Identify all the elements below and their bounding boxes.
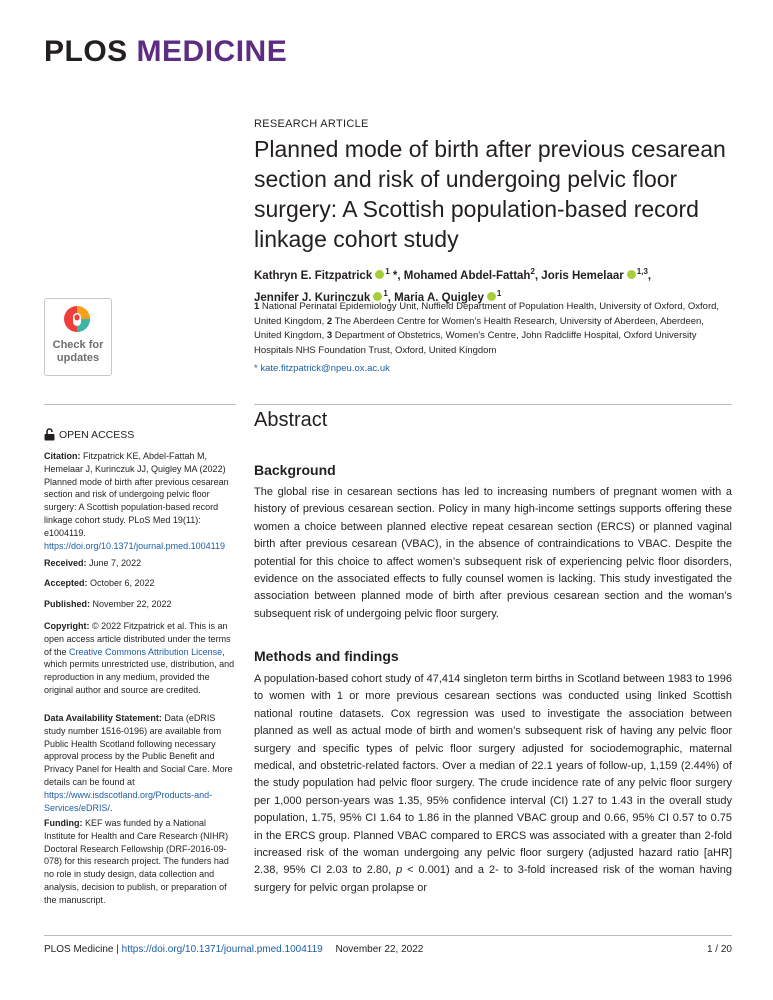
footer-citation xyxy=(44,944,423,955)
accepted-label: Accepted: xyxy=(44,578,88,588)
methods-paragraph xyxy=(254,671,732,897)
methods-text: A population-based cohort study of 47,414 singleton term births in Scotland between 1983 to 1996 to women with 1 or more previous cesarean sections was conducted using linked Scottish national routine datasets. Cox regression was used to investigate the association between planned as well as actual mode of birth and women’s subsequent risk of having any pelvic floor surgery and specific types of pelvic floor surgery adjusted for sociodemographic, maternal medical, and obstetric-related factors. Over a median of 22.1 years of follow-up, 1,159 (2.44%) of the study population had pelvic floor surgery. The crude incidence rate of any pelvic floor surgery per 1,000 person-years was 1.35, 95% confidence interval (CI) 1.27 to 1.43 in the overall study population, 1.75, 95% CI 1.64 to 1.86 in the planned VBAC group and 0.66, 95% CI 0.57 to 0.75 in the ERCS group. Planned VBAC compared to ERCS was associated with a greater than 2-fold increased risk of the woman undergoing any pelvic floor surgery (adjusted hazard ratio [aHR] 2.38, 95% CI 2.03 to 2.80, xyxy=(254,673,732,877)
footer-separator: | xyxy=(113,944,122,955)
affil-number: 1 xyxy=(254,301,260,312)
page-number: 1 / 20 xyxy=(706,944,732,955)
journal-logo xyxy=(44,34,287,70)
data-availability-end: . xyxy=(110,802,113,813)
methods-heading: Methods and findings xyxy=(254,648,399,664)
funding-label: Funding: xyxy=(44,818,83,828)
email-link[interactable]: kate.fitzpatrick@npeu.ox.ac.uk xyxy=(260,363,390,374)
published-label: Published: xyxy=(44,599,91,609)
author-name[interactable]: , Mohamed Abdel-Fattah xyxy=(397,269,531,282)
author-affil-sup: 1,3 xyxy=(636,267,648,276)
citation-block xyxy=(44,450,236,552)
logo-plos: PLOS xyxy=(44,35,128,68)
published-value: November 22, 2022 xyxy=(90,599,172,609)
citation-doi-link[interactable]: https://doi.org/10.1371/journal.pmed.1004119 xyxy=(44,540,225,551)
affil-number: 2 xyxy=(326,315,333,327)
data-availability-label: Data Availability Statement: xyxy=(44,713,162,723)
author-name[interactable]: , Maria A. Quigley xyxy=(387,291,484,304)
author-separator: , xyxy=(647,269,652,282)
received-label: Received: xyxy=(44,558,87,568)
received-date xyxy=(44,557,236,570)
methods-text-end: < 0.001) and a 2- to 3-fold increased risk of the woman having surgery for pelvic organ prolapse or xyxy=(254,864,732,894)
footer-journal: PLOS Medicine xyxy=(44,944,114,955)
footer-doi-link[interactable]: https://doi.org/10.1371/journal.pmed.1004119 xyxy=(121,944,323,955)
received-value: June 7, 2022 xyxy=(86,558,142,568)
affil-text: National Perinatal Epidemiology Unit, Nuffield Department of Population Health, University of Oxford, Oxford, United Kingdom, xyxy=(254,301,720,327)
corresponding-email xyxy=(254,363,390,374)
footer-date: November 22, 2022 xyxy=(335,944,424,955)
accepted-value: October 6, 2022 xyxy=(87,578,155,588)
background-paragraph: The global rise in cesarean sections has led to increasing numbers of pregnant women with a history of previous cesarean section. Policy in many high-income settings supports offering these women a choice between planned elective repeat cesarean section (ERCS) or planned vaginal birth after previous cesarean (VBAC), in the absence of contraindications to VBAC. Despite the potential for this choice to affect women’s subsequent risk of experiencing pelvic floor disorders, evidence on the associated effects to fully counsel women is lacking. This study investigated the association between planned mode of birth after previous cesarean section and the woman’s subsequent risk of undergoing pelvic floor surgery. xyxy=(254,486,732,620)
author-name[interactable]: , Joris Hemelaar xyxy=(534,269,624,282)
sidebar-divider xyxy=(44,404,236,405)
email-star: * xyxy=(254,363,258,374)
funding-text: KEF was funded by a National Institute for Health and Care Research (NIHR) Doctoral Research Fellowship (DRF-2016-09-078) for this research project. The funders had no role in study design, data collection and analysis, decision to publish, or preparation of the manuscript. xyxy=(44,818,229,905)
page-footer xyxy=(44,944,732,955)
accepted-date xyxy=(44,577,236,590)
open-access-label xyxy=(44,428,134,441)
data-availability-block xyxy=(44,712,236,814)
orcid-icon[interactable] xyxy=(627,270,636,279)
author-affil-sup: 1 xyxy=(383,288,388,298)
affil-number: 3 xyxy=(326,330,333,341)
article-type: RESEARCH ARTICLE xyxy=(254,118,369,130)
data-availability-text: Data (eDRIS study number 1516-0196) are available from Public Health Scotland following necessary approval process by the Public Benefit and Privacy Panel for Health and Social Care. More details can be found at xyxy=(44,713,233,787)
published-date xyxy=(44,598,236,611)
author-name[interactable]: Kathryn E. Fitzpatrick xyxy=(254,269,373,282)
affil-text: Department of Obstetrics, Women’s Centre, John Radcliffe Hospital, Oxford University Hospitals NHS Foundation Trust, Oxford, United Kingdom xyxy=(254,330,697,356)
citation-text: Fitzpatrick KE, Abdel-Fattah M, Hemelaar J, Kurinczuk JJ, Quigley MA (2022) Planned mode of birth after previous cesarean section and risk of undergoing pelvic floor surgery: A Scottish population-based record linkage cohort study. PLoS Med 19(11): e1004119. xyxy=(44,451,229,538)
check-for-updates-badge[interactable] xyxy=(44,298,112,376)
footer-divider xyxy=(44,935,732,936)
license-link[interactable]: Creative Commons Attribution License xyxy=(69,646,223,657)
corresponding-star: * xyxy=(389,269,398,282)
p-value-symbol: p xyxy=(396,864,403,877)
author-affil-sup: 2 xyxy=(530,267,535,276)
orcid-icon[interactable] xyxy=(375,270,384,279)
affil-text: The Aberdeen Centre for Women’s Health Research, University of Aberdeen, Aberdeen, United Kingdom, xyxy=(254,315,704,341)
check-updates-line1: Check for xyxy=(52,339,104,351)
check-updates-line2: updates xyxy=(56,352,100,364)
open-access-text: OPEN ACCESS xyxy=(59,428,135,441)
copyright-label: Copyright: xyxy=(44,621,90,631)
background-heading: Background xyxy=(254,462,336,478)
abstract-heading: Abstract xyxy=(254,409,328,431)
copyright-block xyxy=(44,620,236,697)
funding-block xyxy=(44,817,236,907)
citation-label: Citation: xyxy=(44,451,81,461)
copyright-text-end: , which permits unrestricted use, distribution, and reproduction in any medium, provided the original author and source are credited. xyxy=(44,646,235,695)
affiliations xyxy=(254,300,732,358)
article-title: Planned mode of birth after previous cesarean section and risk of undergoing pelvic floor surgery: A Scottish population-based record linkage cohort study xyxy=(254,136,726,252)
edris-link[interactable]: https://www.isdscotland.org/Products-and-Services/eDRIS/ xyxy=(44,789,213,813)
open-lock-icon xyxy=(44,428,55,441)
author-affil-sup: 1 xyxy=(385,267,390,276)
check-updates-icon xyxy=(63,305,91,333)
copyright-text: © 2022 Fitzpatrick et al. This is an open access article distributed under the terms of the xyxy=(44,621,231,657)
author-affil-sup: 1 xyxy=(496,288,502,298)
author-name[interactable]: Jennifer J. Kurinczuk xyxy=(254,291,371,304)
logo-medicine: MEDICINE xyxy=(136,35,288,68)
